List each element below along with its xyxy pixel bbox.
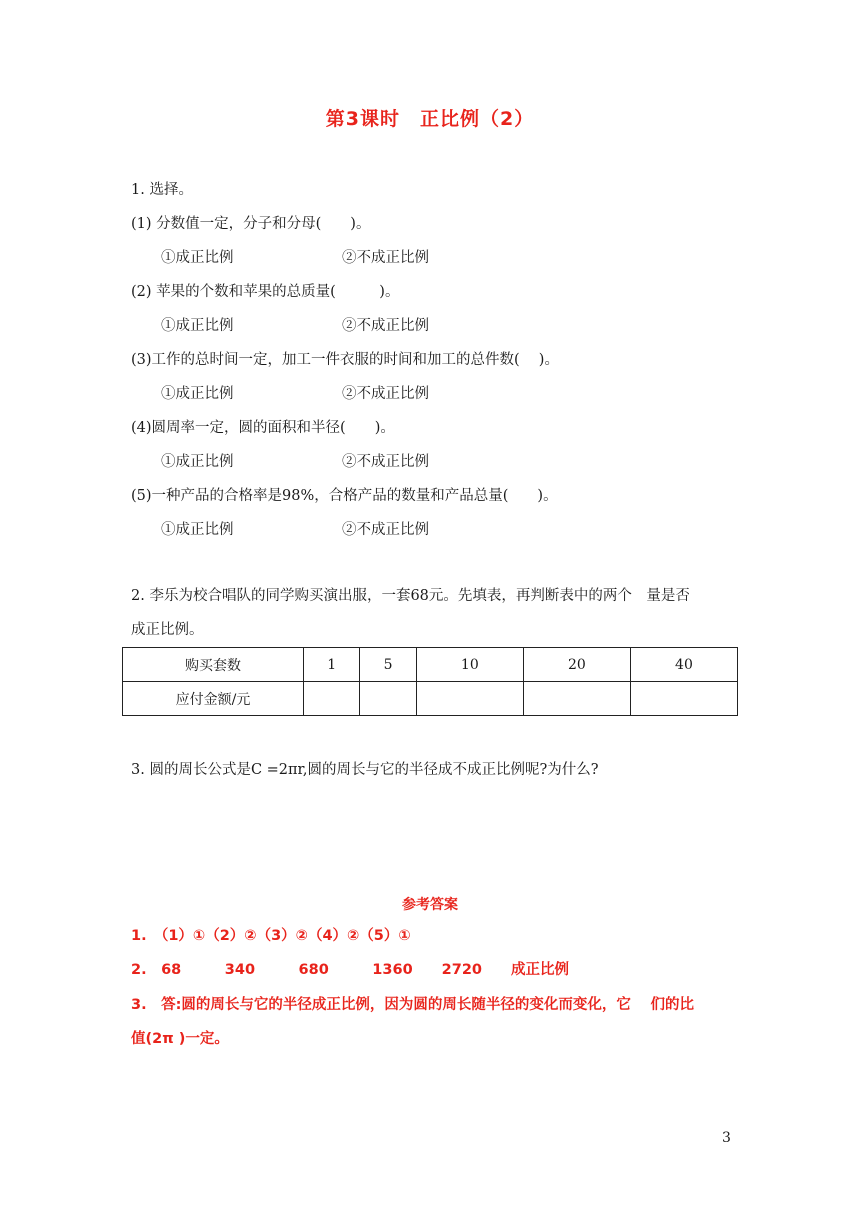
q1-item-1-option-1: ①成正比例 [161,250,234,266]
q1-item-3-stem: (3)工作的总时间一定，加工一件衣服的时间和加工的总件数( )。 [131,352,559,368]
table-cell-blank [523,682,630,716]
table-cell: 应付金额/元 [123,682,304,716]
q1-item-5-stem: (5)一种产品的合格率是98%，合格产品的数量和产品总量( )。 [131,488,558,504]
table-cell: 1 [304,648,360,682]
q1-item-5-option-2: ②不成正比例 [342,522,429,538]
table-row [123,682,738,716]
table-row [123,648,738,682]
page-number: 3 [722,1130,731,1146]
table-cell-blank [360,682,416,716]
q1-item-1-stem: (1) 分数值一定，分子和分母( )。 [131,216,371,232]
q1-heading: 1. 选择。 [131,182,193,198]
table-cell-blank [630,682,737,716]
q1-item-2-stem: (2) 苹果的个数和苹果的总质量( )。 [131,284,400,300]
q2-text-line-2: 成正比例。 [131,622,204,638]
table-cell: 10 [416,648,523,682]
q1-item-4-option-1: ①成正比例 [161,454,234,470]
table-cell-blank [416,682,523,716]
q1-item-2-option-2: ②不成正比例 [342,318,429,334]
q1-item-3-option-2: ②不成正比例 [342,386,429,402]
table-cell: 5 [360,648,416,682]
answer-3-line-1: 3. 答:圆的周长与它的半径成正比例，因为圆的周长随半径的变化而变化，它 们的比 [131,997,694,1013]
table-cell-blank [304,682,360,716]
q2-text-line-1: 2. 李乐为校合唱队的同学购买演出服，一套68元。先填表，再判断表中的两个 量是否 [131,588,690,604]
q2-table [122,647,738,716]
table-cell: 购买套数 [123,648,304,682]
q1-item-2-option-1: ①成正比例 [161,318,234,334]
q1-item-3-option-1: ①成正比例 [161,386,234,402]
q3-text: 3. 圆的周长公式是C =2πr,圆的周长与它的半径成不成正比例呢?为什么? [131,762,599,778]
table-cell: 20 [523,648,630,682]
q1-item-5-option-1: ①成正比例 [161,522,234,538]
answer-3-line-2: 值(2π )一定。 [131,1031,229,1047]
q1-item-4-stem: (4)圆周率一定，圆的面积和半径( )。 [131,420,395,436]
page-title: 第3课时 正比例（2） [325,108,535,130]
table-cell: 40 [630,648,737,682]
answers-title: 参考答案 [402,897,458,913]
q1-item-1-option-2: ②不成正比例 [342,250,429,266]
answer-2: 2. 68 340 680 1360 2720 成正比例 [131,962,570,978]
answer-1: 1. （1）①（2）②（3）②（4）②（5）① [131,928,411,944]
q1-item-4-option-2: ②不成正比例 [342,454,429,470]
